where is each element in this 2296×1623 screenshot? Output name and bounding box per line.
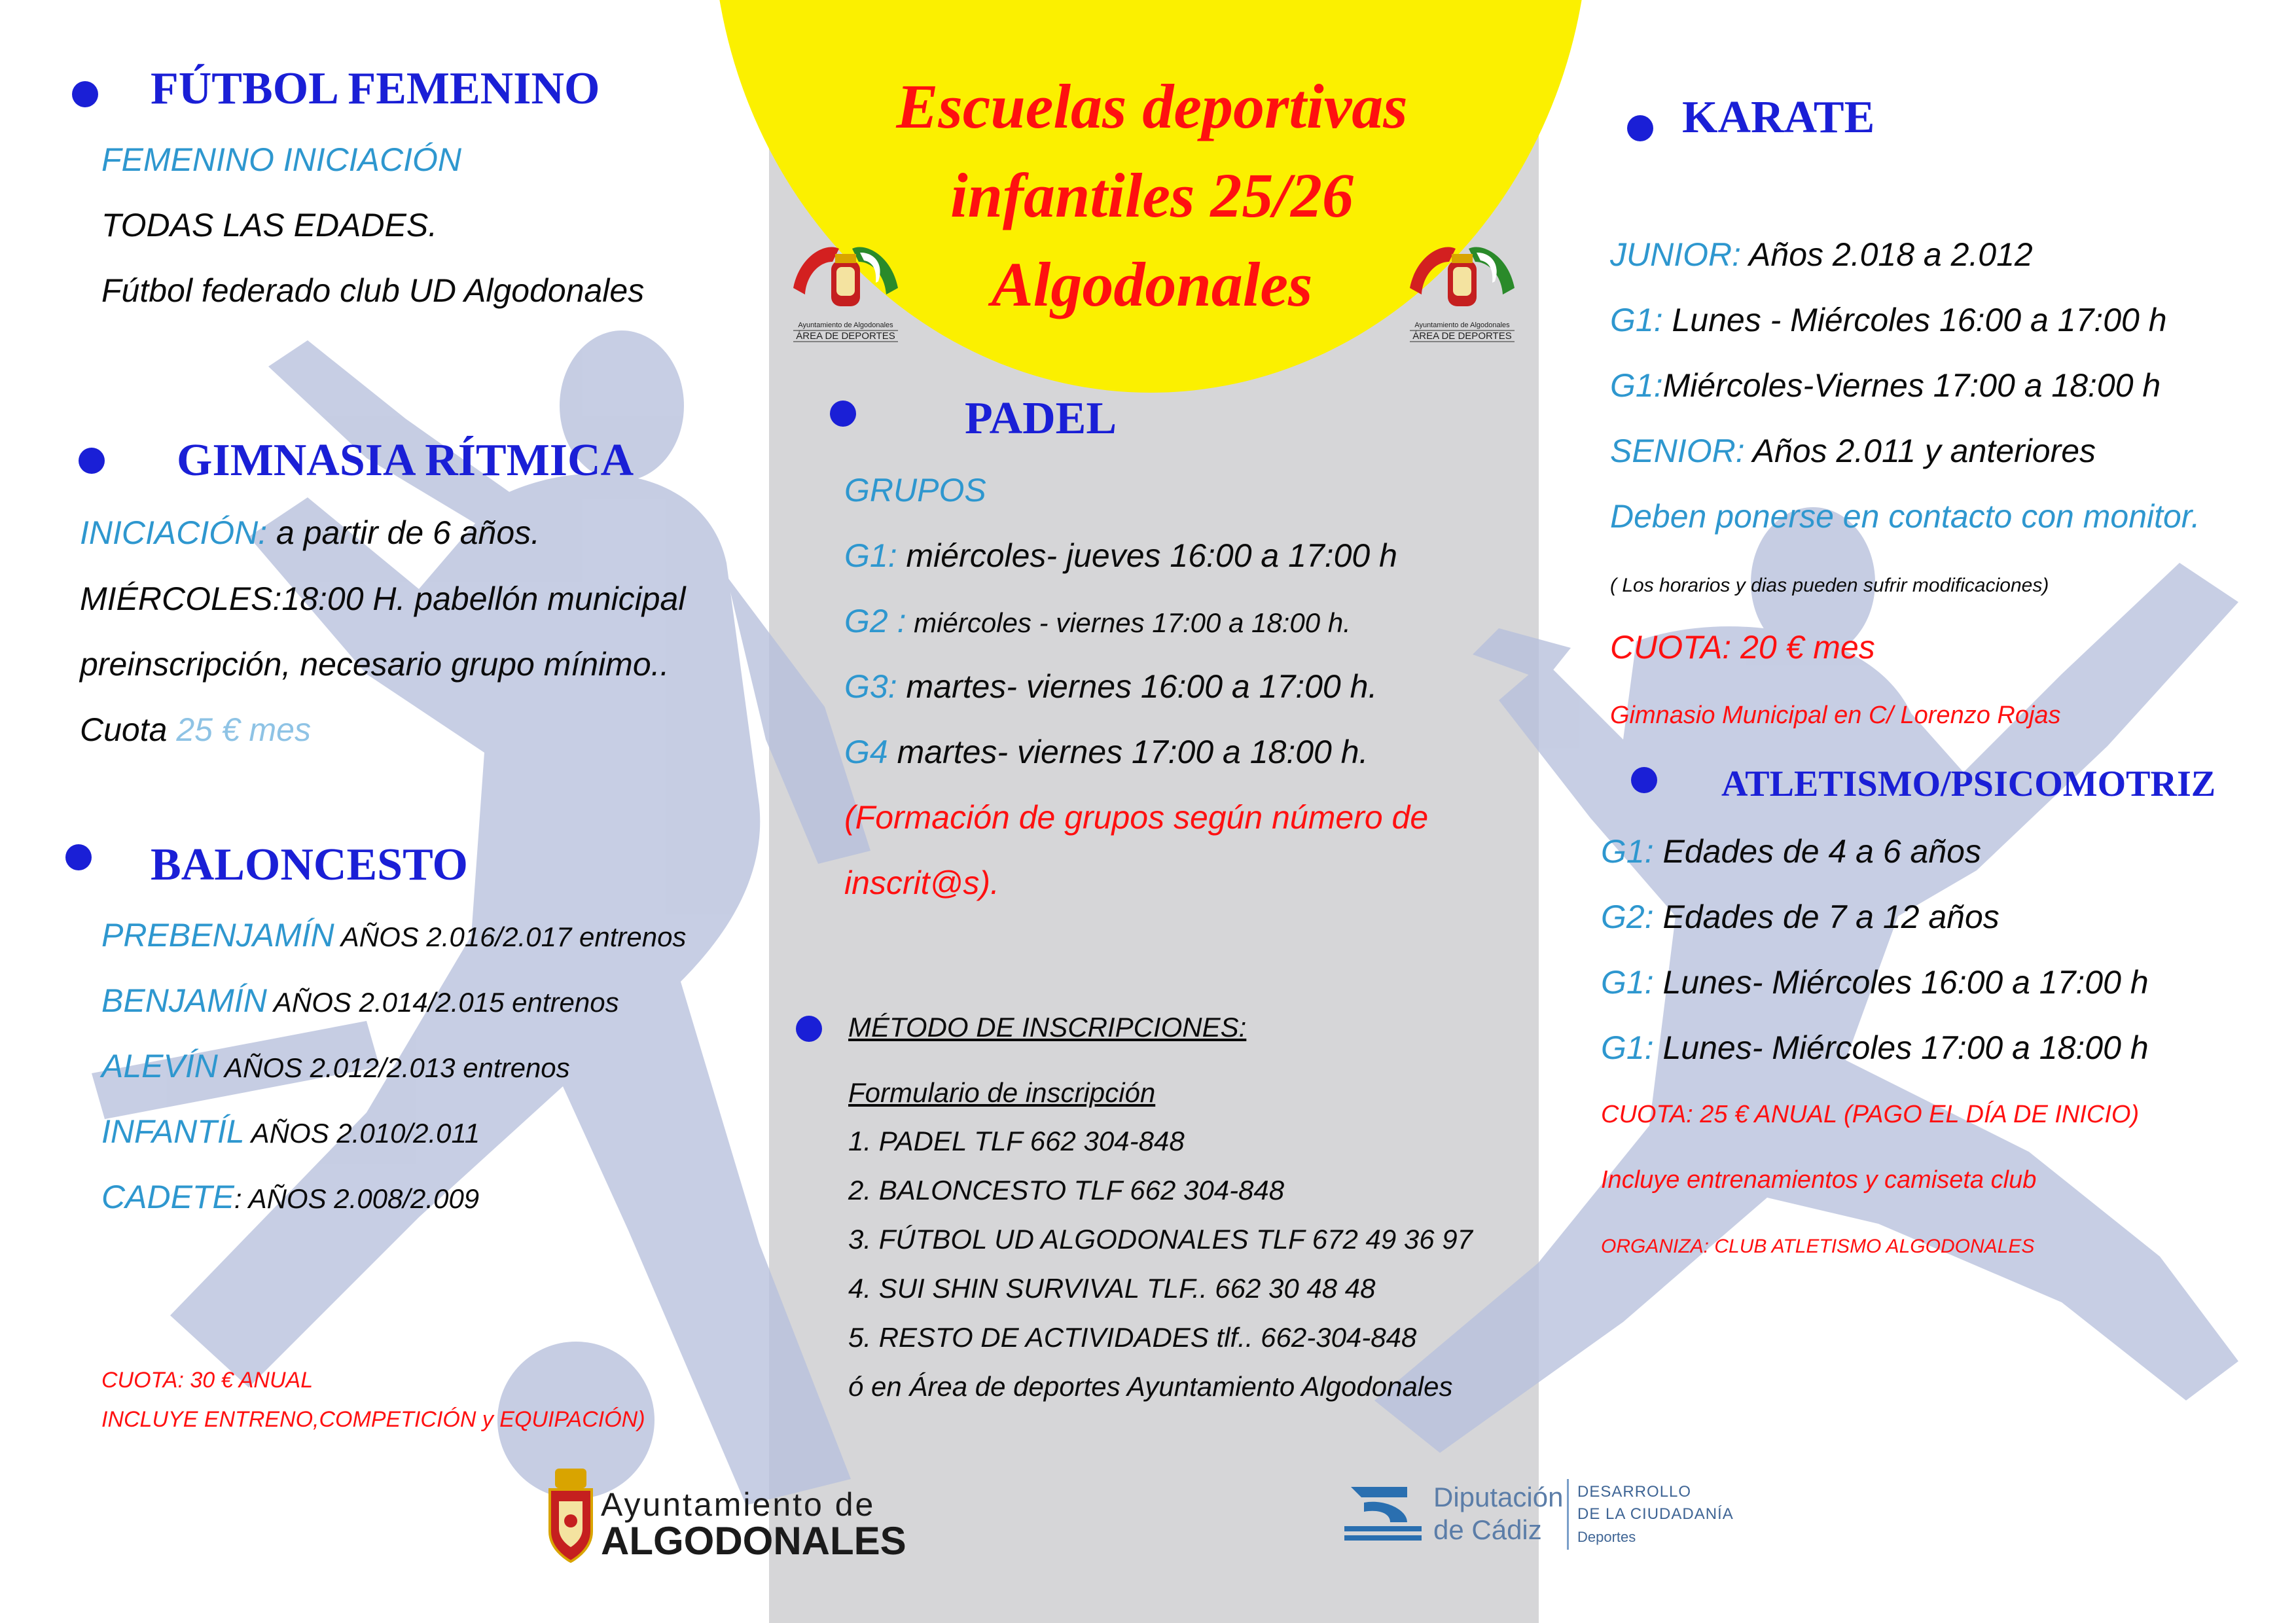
ayuntamiento-line-2: ALGODONALES xyxy=(601,1519,906,1563)
futbol-bullet xyxy=(72,81,98,107)
atletismo-line-text: Edades de 4 a 6 años xyxy=(1653,833,1981,870)
karate-contact: Deben ponerse en contacto con monitor. xyxy=(1610,498,2200,535)
karate-heading: KARATE xyxy=(1682,92,1875,143)
gimnasia-level xyxy=(80,514,540,552)
karate-senior-text: Años 2.011 y anteriores xyxy=(1744,433,2096,469)
svg-text:ÁREA DE DEPORTES: ÁREA DE DEPORTES xyxy=(796,330,895,342)
desarrollo-line-1: DESARROLLO xyxy=(1577,1483,1692,1501)
gimnasia-note: preinscripción, necesario grupo mínimo.. xyxy=(80,646,670,683)
karate-group-text: Lunes - Miércoles 16:00 a 17:00 h xyxy=(1662,302,2167,338)
baloncesto-category xyxy=(101,1047,570,1085)
baloncesto-category-name: INFANTÍL xyxy=(101,1113,245,1150)
baloncesto-category-text: AÑOS 2.012/2.013 entrenos xyxy=(217,1052,570,1083)
area-deportes-logo-left xyxy=(787,236,905,348)
svg-text:Ayuntamiento de Algodonales: Ayuntamiento de Algodonales xyxy=(1414,321,1510,329)
diputacion-divider xyxy=(1567,1479,1569,1550)
diputacion-emblem-icon xyxy=(1344,1483,1422,1542)
baloncesto-category xyxy=(101,1113,480,1150)
atletismo-organizer: ORGANIZA: CLUB ATLETISMO ALGODONALES xyxy=(1601,1236,2035,1257)
atletismo-line-label: G1: xyxy=(1601,964,1654,1001)
atletismo-line-label: G1: xyxy=(1601,1029,1654,1066)
coat-of-arms-icon xyxy=(545,1466,597,1564)
karate-group-label: G1: xyxy=(1610,302,1663,338)
baloncesto-category-text: AÑOS 2.014/2.015 entrenos xyxy=(266,987,619,1018)
padel-groups-label: GRUPOS xyxy=(844,472,986,508)
ayuntamiento-line-1: Ayuntamiento de xyxy=(601,1486,876,1523)
atletismo-line-label: G2: xyxy=(1601,899,1654,935)
ayuntamiento-logo xyxy=(545,1466,911,1564)
atletismo-line-text: Lunes- Miércoles 16:00 a 17:00 h xyxy=(1653,964,2149,1001)
atletismo-heading: ATLETISMO/PSICOMOTRIZ xyxy=(1721,764,2216,804)
baloncesto-category xyxy=(101,982,619,1020)
baloncesto-bullet xyxy=(65,844,92,870)
padel-note-cont: inscrit@s). xyxy=(844,865,999,901)
inscripciones-heading: MÉTODO DE INSCRIPCIONES: xyxy=(848,1012,1247,1043)
padel-group xyxy=(844,537,1397,575)
padel-group-label: G1: xyxy=(844,537,897,574)
diputacion-line-2: de Cádiz xyxy=(1433,1514,1542,1545)
karate-group-text: Miércoles-Viernes 17:00 a 18:00 h xyxy=(1662,367,2161,404)
karate-group-1 xyxy=(1610,301,2167,339)
baloncesto-fee: CUOTA: 30 € ANUAL xyxy=(101,1368,314,1393)
gimnasia-heading: GIMNASIA RÍTMICA xyxy=(177,435,634,486)
baloncesto-category-name: BENJAMÍN xyxy=(101,982,267,1019)
gimnasia-schedule: MIÉRCOLES:18:00 H. pabellón municipal xyxy=(80,580,686,617)
gimnasia-fee-value: 25 € mes xyxy=(176,711,311,748)
area-deportes-logo-right xyxy=(1403,236,1521,348)
karate-disclaimer: ( Los horarios y dias pueden sufrir modificaciones) xyxy=(1610,575,2049,596)
baloncesto-category xyxy=(101,916,686,954)
gimnasia-level-label: INICIACIÓN: xyxy=(80,514,268,551)
karate-junior-text: Años 2.018 a 2.012 xyxy=(1741,236,2033,273)
atletismo-line xyxy=(1601,1029,2149,1067)
padel-group-label: G3: xyxy=(844,668,897,705)
baloncesto-category-name: CADETE xyxy=(101,1179,234,1215)
padel-group-text: martes- viernes 16:00 a 17:00 h. xyxy=(897,668,1378,705)
karate-location: Gimnasio Municipal en C/ Lorenzo Rojas xyxy=(1610,702,2061,729)
inscripciones-item: 2. BALONCESTO TLF 662 304-848 xyxy=(848,1175,1285,1205)
baloncesto-heading: BALONCESTO xyxy=(151,840,468,890)
diputacion-line-1: Diputación xyxy=(1433,1482,1564,1512)
baloncesto-category-text: : AÑOS 2.008/2.009 xyxy=(234,1183,480,1214)
futbol-heading: FÚTBOL FEMENINO xyxy=(151,63,600,114)
atletismo-line-text: Lunes- Miércoles 17:00 a 18:00 h xyxy=(1653,1029,2149,1066)
baloncesto-category-name: ALEVÍN xyxy=(101,1048,218,1084)
atletismo-fee: CUOTA: 25 € ANUAL (PAGO EL DÍA DE INICIO) xyxy=(1601,1101,2140,1128)
padel-group-label: G2 : xyxy=(844,603,906,639)
karate-group-1b xyxy=(1610,366,2161,404)
karate-group-label: G1: xyxy=(1610,367,1663,404)
karate-bullet xyxy=(1627,115,1653,141)
inscripciones-bullet xyxy=(796,1016,822,1042)
padel-bullet xyxy=(830,401,856,427)
karate-senior xyxy=(1610,432,2096,470)
baloncesto-category-text: AÑOS 2.016/2.017 entrenos xyxy=(334,921,687,952)
atletismo-bullet xyxy=(1631,767,1657,793)
gimnasia-level-text: a partir de 6 años. xyxy=(267,514,541,551)
atletismo-line xyxy=(1601,898,2000,936)
inscripciones-item: 3. FÚTBOL UD ALGODONALES TLF 672 49 36 97 xyxy=(848,1224,1473,1255)
inscripciones-item: ó en Área de deportes Ayuntamiento Algodonales xyxy=(848,1371,1453,1402)
padel-note: (Formación de grupos según número de xyxy=(844,799,1429,836)
karate-senior-label: SENIOR: xyxy=(1610,433,1745,469)
futbol-group-label: FEMENINO INICIACIÓN xyxy=(101,141,462,178)
inscripciones-item: 5. RESTO DE ACTIVIDADES tlf.. 662-304-848 xyxy=(848,1322,1417,1353)
atletismo-includes: Incluye entrenamientos y camiseta club xyxy=(1601,1166,2037,1194)
svg-text:Ayuntamiento de Algodonales: Ayuntamiento de Algodonales xyxy=(798,321,893,329)
gimnasia-fee xyxy=(80,711,311,749)
padel-group-text: miércoles- jueves 16:00 a 17:00 h xyxy=(897,537,1397,574)
svg-text:ÁREA DE DEPORTES: ÁREA DE DEPORTES xyxy=(1412,330,1512,342)
atletismo-line xyxy=(1601,832,1981,870)
desarrollo-line-2: DE LA CIUDADANÍA xyxy=(1577,1505,1734,1523)
padel-group xyxy=(844,602,1351,640)
diputacion-logo xyxy=(1344,1476,1750,1561)
atletismo-line-label: G1: xyxy=(1601,833,1654,870)
padel-heading: PADEL xyxy=(965,393,1117,444)
inscripciones-item: 4. SUI SHIN SURVIVAL TLF.. 662 30 48 48 xyxy=(848,1273,1376,1304)
atletismo-line-text: Edades de 7 a 12 años xyxy=(1653,899,2000,935)
inscripciones-item: 1. PADEL TLF 662 304-848 xyxy=(848,1126,1185,1156)
title-line-3: Algodonales xyxy=(991,249,1313,319)
padel-group xyxy=(844,733,1368,771)
title-line-2: infantiles 25/26 xyxy=(950,160,1354,230)
karate-fee: CUOTA: 20 € mes xyxy=(1610,629,1875,666)
desarrollo-line-3: Deportes xyxy=(1577,1529,1636,1545)
futbol-ages: TODAS LAS EDADES. xyxy=(101,207,438,243)
atletismo-line xyxy=(1601,963,2149,1001)
baloncesto-category xyxy=(101,1178,479,1216)
baloncesto-category-name: PREBENJAMÍN xyxy=(101,917,334,954)
karate-junior xyxy=(1610,236,2033,274)
karate-junior-label: JUNIOR: xyxy=(1610,236,1741,273)
baloncesto-category-text: AÑOS 2.010/2.011 xyxy=(244,1118,480,1149)
padel-group-text: miércoles - viernes 17:00 a 18:00 h. xyxy=(906,607,1351,638)
gimnasia-bullet xyxy=(79,448,105,474)
baloncesto-fee-includes: INCLUYE ENTRENO,COMPETICIÓN y EQUIPACIÓN) xyxy=(101,1407,645,1432)
inscripciones-form-label: Formulario de inscripción xyxy=(848,1077,1156,1108)
padel-group-text: martes- viernes 17:00 a 18:00 h. xyxy=(888,734,1369,770)
padel-group xyxy=(844,668,1377,705)
padel-group-label: G4 xyxy=(844,734,888,770)
gimnasia-fee-label: Cuota xyxy=(80,711,177,748)
title-line-1: Escuelas deportivas xyxy=(896,71,1408,141)
futbol-club: Fútbol federado club UD Algodonales xyxy=(101,272,645,309)
